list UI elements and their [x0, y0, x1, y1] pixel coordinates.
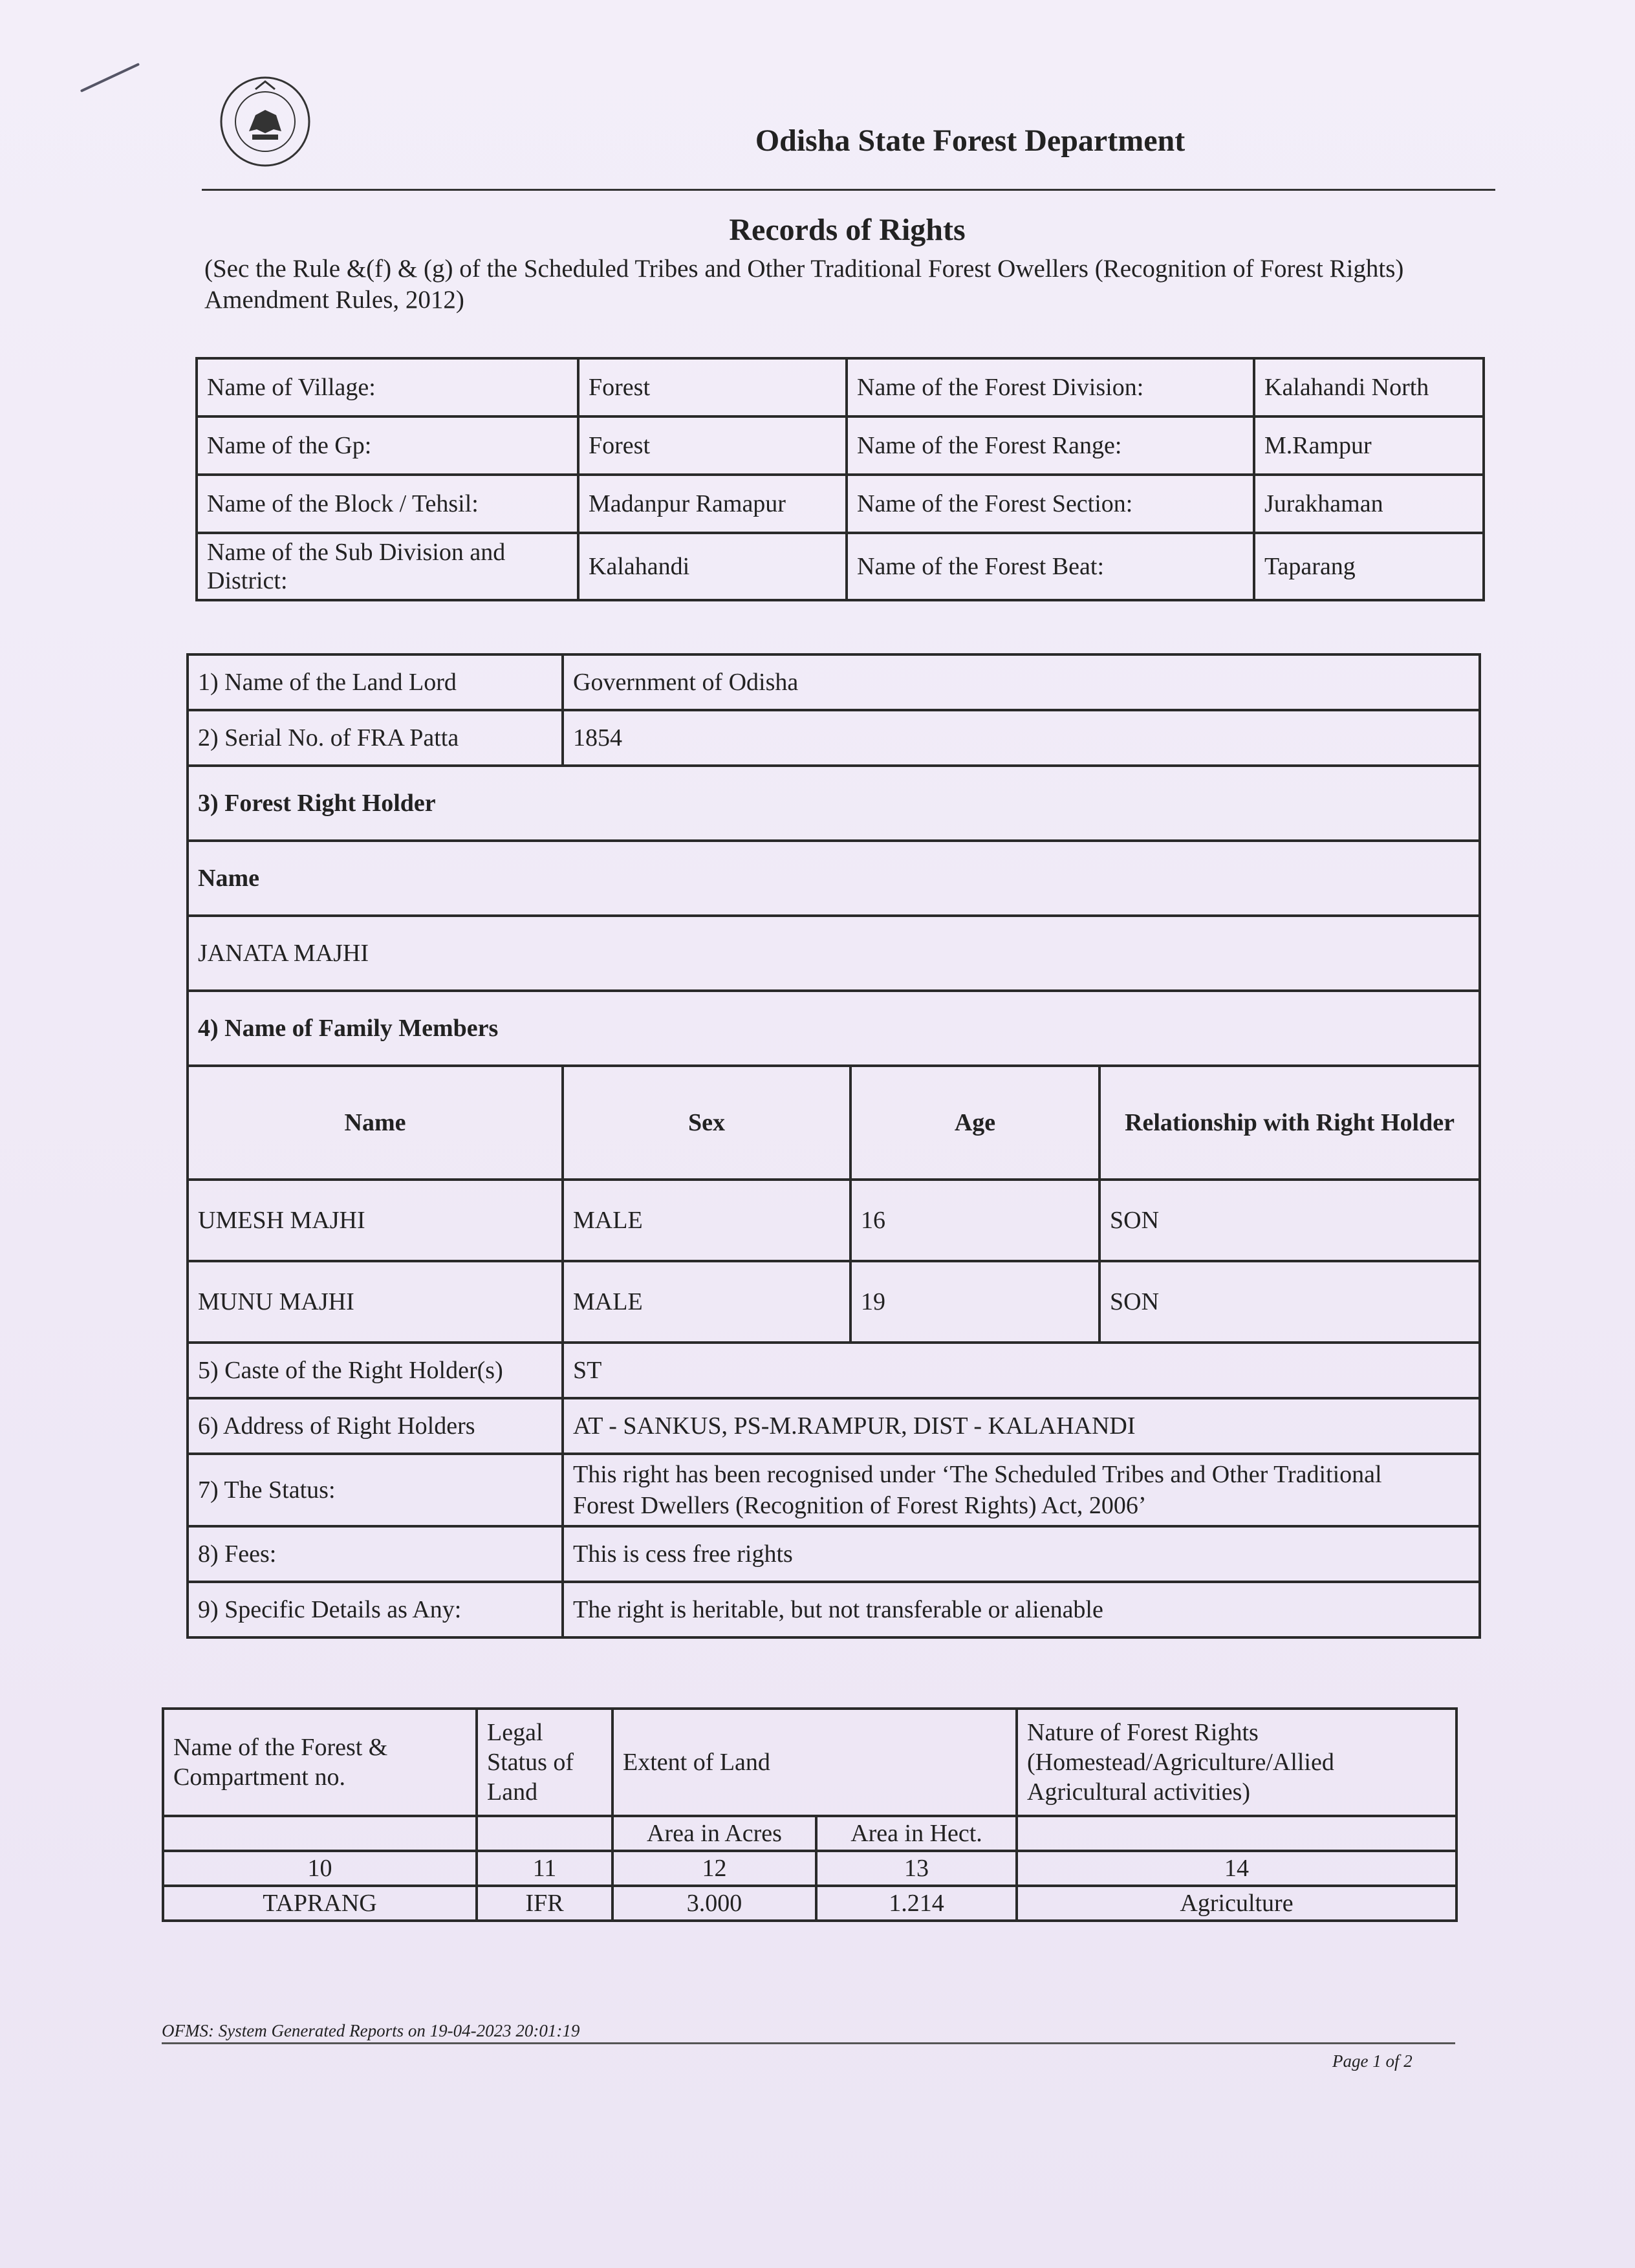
caste-label: 5) Caste of the Right Holder(s) [188, 1343, 563, 1398]
status-line: Forest Dwellers (Recognition of Forest Rights) Act, 2006’ [573, 1492, 1147, 1519]
address-value: AT - SANKUS, PS-M.RAMPUR, DIST - KALAHANDI [563, 1398, 1480, 1454]
subdiv-value: Kalahandi [578, 533, 847, 600]
beat-label: Name of the Forest Beat: [847, 533, 1254, 600]
land-table [162, 1707, 1458, 1922]
section-label: Name of the Forest Section: [847, 475, 1254, 533]
table-row [163, 1709, 1456, 1816]
table-row [188, 916, 1480, 991]
table-row [188, 1582, 1480, 1637]
table-row [163, 1886, 1456, 1921]
legal-value: IFR [477, 1886, 612, 1921]
table-row [188, 1526, 1480, 1582]
division-label: Name of the Forest Division: [847, 358, 1254, 416]
section-value: Jurakhaman [1254, 475, 1484, 533]
village-value: Forest [578, 358, 847, 416]
holder-heading: 3) Forest Right Holder [188, 766, 1480, 841]
acres-column-header: Area in Acres [612, 1816, 816, 1851]
generated-timestamp: OFMS: System Generated Reports on 19-04-2023 20:01:19 [162, 2021, 580, 2040]
location-table [195, 357, 1485, 601]
status-label: 7) The Status: [188, 1454, 563, 1526]
block-label: Name of the Block / Tehsil: [197, 475, 578, 533]
footer-divider [162, 2042, 1455, 2044]
address-label: 6) Address of Right Holders [188, 1398, 563, 1454]
member-name: MUNU MAJHI [188, 1261, 563, 1343]
gp-value: Forest [578, 416, 847, 475]
range-value: M.Rampur [1254, 416, 1484, 475]
landlord-value: Government of Odisha [563, 654, 1480, 710]
table-row [188, 1454, 1480, 1526]
range-label: Name of the Forest Range: [847, 416, 1254, 475]
odisha-emblem-icon [217, 70, 314, 173]
family-header-row [188, 1066, 1480, 1180]
empty-cell [1017, 1816, 1456, 1851]
pen-mark [80, 63, 140, 92]
beat-value: Taparang [1254, 533, 1484, 600]
page-title: Records of Rights [729, 213, 966, 247]
table-row [188, 991, 1480, 1066]
table-row [188, 1343, 1480, 1398]
member-age: 16 [850, 1180, 1099, 1261]
table-row [197, 475, 1484, 533]
gp-label: Name of the Gp: [197, 416, 578, 475]
empty-cell [477, 1816, 612, 1851]
header-divider [202, 189, 1495, 191]
nature-value: Agriculture [1017, 1886, 1456, 1921]
extent-column-header: Extent of Land [612, 1709, 1017, 1816]
page-number: Page 1 of 2 [1332, 2051, 1413, 2071]
forest-column-header: Name of the Forest & Compartment no. [163, 1709, 477, 1816]
rules-subtitle: (Sec the Rule &(f) & (g) of the Scheduled Tribes and Other Traditional Forest Owellers (Recognition of Forest Rights) Amendment Rules, 2012) [204, 255, 1404, 314]
block-value: Madanpur Ramapur [578, 475, 847, 533]
column-number: 11 [477, 1851, 612, 1886]
caste-value: ST [563, 1343, 1480, 1398]
table-row [188, 841, 1480, 916]
acres-value: 3.000 [612, 1886, 816, 1921]
family-heading: 4) Name of Family Members [188, 991, 1480, 1066]
department-title: Odisha State Forest Department [755, 124, 1186, 158]
table-row [197, 358, 1484, 416]
fees-value: This is cess free rights [563, 1526, 1480, 1582]
table-row [163, 1816, 1456, 1851]
member-sex: MALE [563, 1180, 850, 1261]
forest-value: TAPRANG [163, 1886, 477, 1921]
holder-name: JANATA MAJHI [188, 916, 1480, 991]
member-relation: SON [1099, 1180, 1480, 1261]
landlord-label: 1) Name of the Land Lord [188, 654, 563, 710]
serial-value: 1854 [563, 710, 1480, 766]
table-row [188, 1398, 1480, 1454]
column-number: 13 [816, 1851, 1017, 1886]
table-row [197, 533, 1484, 600]
table-row [163, 1851, 1456, 1886]
table-row [197, 416, 1484, 475]
specific-value: The right is heritable, but not transferable or alienable [563, 1582, 1480, 1637]
family-row [188, 1180, 1480, 1261]
column-number: 10 [163, 1851, 477, 1886]
member-sex: MALE [563, 1261, 850, 1343]
fees-label: 8) Fees: [188, 1526, 563, 1582]
column-number: 14 [1017, 1851, 1456, 1886]
hect-column-header: Area in Hect. [816, 1816, 1017, 1851]
serial-label: 2) Serial No. of FRA Patta [188, 710, 563, 766]
member-name: UMESH MAJHI [188, 1180, 563, 1261]
empty-cell [163, 1816, 477, 1851]
legal-column-header: Legal Status of Land [477, 1709, 612, 1816]
table-row [188, 766, 1480, 841]
family-row [188, 1261, 1480, 1343]
column-header: Relationship with Right Holder [1099, 1066, 1480, 1180]
village-label: Name of Village: [197, 358, 578, 416]
specific-label: 9) Specific Details as Any: [188, 1582, 563, 1637]
hect-value: 1.214 [816, 1886, 1017, 1921]
division-value: Kalahandi North [1254, 358, 1484, 416]
table-row [188, 654, 1480, 710]
status-value [563, 1454, 1480, 1526]
rights-details-table [186, 653, 1481, 1639]
nature-column-header: Nature of Forest Rights (Homestead/Agriculture/Allied Agricultural activities) [1017, 1709, 1456, 1816]
column-header: Age [850, 1066, 1099, 1180]
member-age: 19 [850, 1261, 1099, 1343]
name-heading: Name [188, 841, 1480, 916]
column-number: 12 [612, 1851, 816, 1886]
member-relation: SON [1099, 1261, 1480, 1343]
subdiv-label: Name of the Sub Division and District: [197, 533, 578, 600]
table-row [188, 710, 1480, 766]
column-header: Sex [563, 1066, 850, 1180]
status-line: This right has been recognised under ‘The Scheduled Tribes and Other Traditional [573, 1461, 1382, 1488]
column-header: Name [188, 1066, 563, 1180]
